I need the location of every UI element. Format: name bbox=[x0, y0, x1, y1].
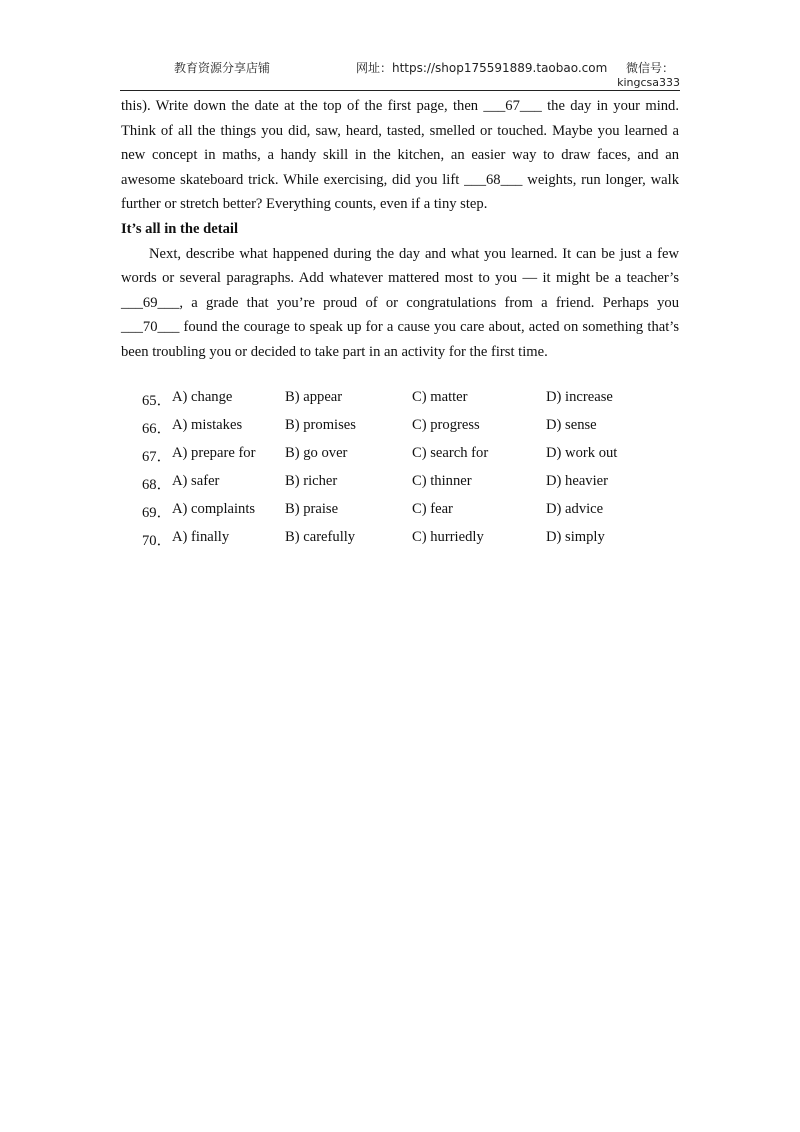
passage-paragraph-1: this). Write down the date at the top of the first page, then ___67___ the day in your mind. Think of all the things you did, saw, heard, tasted, smelled or touched. Maybe you learned a new concept in maths, a handy skill in the kitchen, an easier way to draw faces, and an awesome skateboard trick. While exercising, did you lift ___68___ weights, run longer, walk further or stretch better? Everything counts, even if a tiny step. bbox=[121, 98, 679, 213]
question-row bbox=[142, 473, 662, 501]
option-c: C) thinner bbox=[412, 473, 472, 489]
option-a: A) complaints bbox=[172, 501, 256, 517]
option-d: D) sense bbox=[546, 417, 597, 433]
question-row bbox=[142, 389, 662, 417]
wechat-id: kingcsa333 bbox=[617, 76, 680, 89]
option-c: C) fear bbox=[412, 501, 453, 517]
option-a: A) prepare for bbox=[172, 445, 256, 461]
question-number: 68． bbox=[142, 477, 172, 493]
option-b: B) praise bbox=[285, 501, 339, 517]
shop-name: 教育资源分享店铺 bbox=[174, 61, 271, 75]
question-number: 65． bbox=[142, 393, 172, 409]
option-c: C) progress bbox=[412, 417, 480, 433]
passage bbox=[121, 94, 679, 365]
question-row bbox=[142, 501, 662, 529]
section-heading: It’s all in the detail bbox=[121, 220, 239, 237]
option-a: A) finally bbox=[172, 529, 230, 545]
question-row bbox=[142, 417, 662, 445]
option-d: D) work out bbox=[546, 445, 618, 461]
question-number: 69． bbox=[142, 505, 172, 521]
option-a: A) change bbox=[172, 389, 233, 405]
question-number: 70． bbox=[142, 533, 172, 549]
option-b: B) richer bbox=[285, 473, 338, 489]
question-number: 66． bbox=[142, 421, 172, 437]
question-row bbox=[142, 529, 662, 557]
passage-paragraph-2: Next, describe what happened during the day and what you learned. It can be just a few words or several paragraphs. Add whatever mattered most to you — it might be a teacher’s ___69___, a grade that you’re proud of or congratulations from a friend. Perhaps you ___70___ found the courage to speak up for a cause you care about, acted on something that’s been troubling you or decided to take part in an activity for the first time. bbox=[121, 245, 679, 360]
answer-options bbox=[142, 389, 662, 557]
option-d: D) increase bbox=[546, 389, 613, 405]
option-a: A) mistakes bbox=[172, 417, 243, 433]
option-c: C) search for bbox=[412, 445, 489, 461]
site-url: 网址：https://shop175591889.taobao.com bbox=[356, 61, 608, 75]
option-d: D) advice bbox=[546, 501, 604, 517]
wechat-label: 微信号： bbox=[625, 61, 674, 75]
option-d: D) simply bbox=[546, 529, 605, 545]
option-a: A) safer bbox=[172, 473, 220, 489]
question-number: 67． bbox=[142, 449, 172, 465]
option-b: B) go over bbox=[285, 445, 348, 461]
option-b: B) carefully bbox=[285, 529, 356, 545]
page-header bbox=[120, 52, 680, 91]
option-b: B) promises bbox=[285, 417, 356, 433]
option-c: C) hurriedly bbox=[412, 529, 484, 545]
option-d: D) heavier bbox=[546, 473, 608, 489]
question-row bbox=[142, 445, 662, 473]
option-c: C) matter bbox=[412, 389, 468, 405]
option-b: B) appear bbox=[285, 389, 343, 405]
